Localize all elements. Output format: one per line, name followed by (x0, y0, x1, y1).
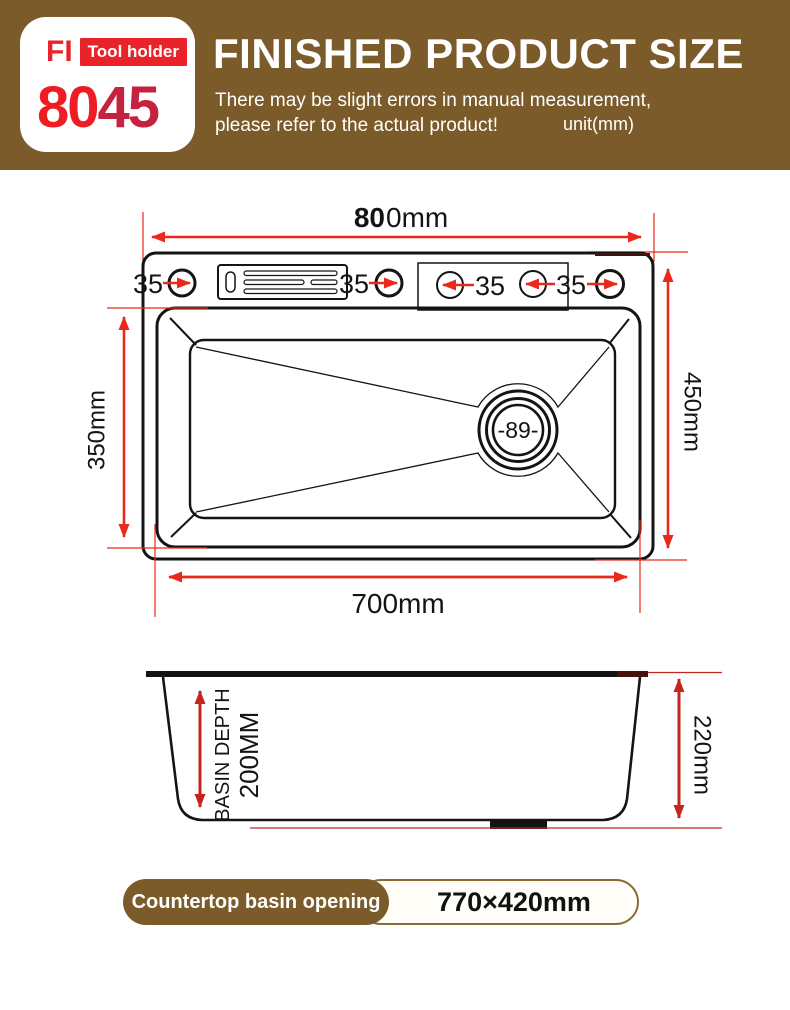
dim-depth-label-line2: 200MM (234, 711, 264, 799)
corner-slope-br (610, 514, 631, 538)
waterfall-slot-1 (244, 271, 337, 276)
brand-tag-label: Tool holder (80, 38, 187, 66)
side-view (146, 671, 722, 829)
corner-slope-bl (171, 513, 196, 537)
hole-dim-label-2: 35 (338, 269, 370, 299)
floor-slope-top (196, 347, 609, 407)
waterfall-tap (218, 265, 347, 299)
top-view (84, 202, 706, 619)
countertop-bar (146, 671, 648, 677)
waterfall-slot-3 (244, 289, 337, 294)
opening-size-tag (123, 879, 389, 925)
disclaimer-line-1: There may be slight errors in manual measurement, (215, 90, 652, 111)
model-number-part1: 80 (37, 75, 98, 140)
unit-note: unit(mm) (563, 114, 634, 134)
dim-800-label-bold: 80 (353, 202, 385, 233)
floor-slope-bottom (196, 453, 609, 512)
dim-350-label: 350mm (83, 389, 111, 471)
countertop-bar-highlight (617, 671, 648, 677)
opening-size-label: Countertop basin opening (131, 890, 381, 913)
brand-logo: FI (46, 35, 73, 68)
disclaimer-line-2: please refer to the actual product! (215, 115, 499, 136)
dim-450-label: 450mm (678, 371, 706, 453)
hole-dim-label-4: 35 (555, 270, 587, 300)
basin-floor (190, 340, 615, 518)
corner-slope-tr (609, 319, 629, 344)
hole-dim-label-1: 35 (132, 269, 164, 299)
model-number-part2: 45 (97, 75, 159, 140)
basin-rim (157, 308, 640, 547)
hole-dim-label-3: 35 (474, 271, 506, 301)
dim-220-label: 220mm (688, 714, 716, 796)
waterfall-slot-2b (311, 280, 337, 285)
corner-slope-tl (170, 318, 196, 345)
dim-700-label: 700mm (351, 588, 445, 619)
opening-size-value: 770×420mm (437, 886, 591, 917)
drain (479, 391, 557, 469)
waterfall-tap-switch (226, 272, 235, 292)
dim-depth-label-line1: BASIN DEPTH (212, 688, 234, 822)
drain-diameter-label: -89- (497, 417, 539, 443)
waterfall-slot-2a (244, 280, 304, 285)
dim-800-label-rest: 0mm (386, 202, 449, 233)
page-title: FINISHED PRODUCT SIZE (213, 30, 744, 77)
